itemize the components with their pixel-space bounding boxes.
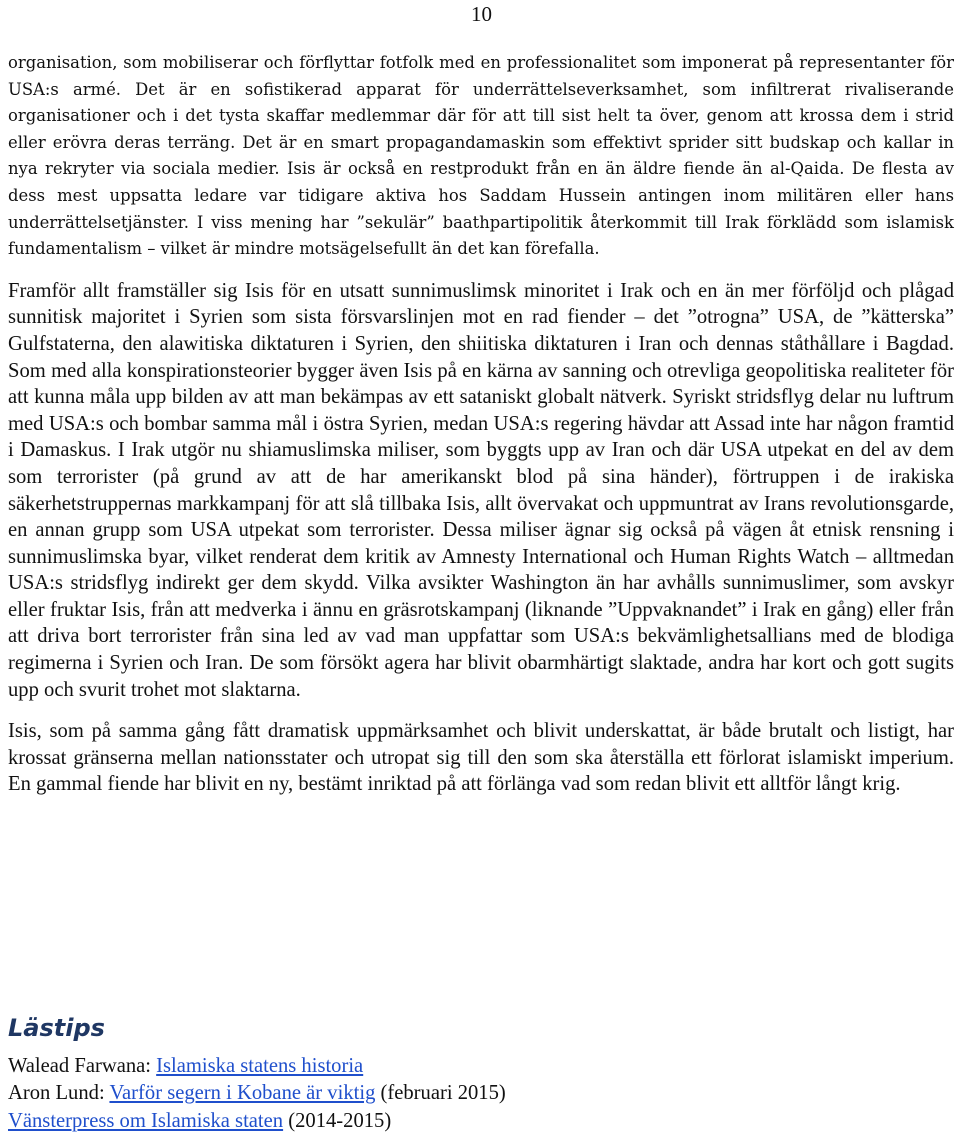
reading-tip-link[interactable]: Islamiska statens historia [156, 1055, 364, 1077]
reading-tip-note: (2014-2015) [283, 1109, 392, 1132]
paragraph-2: Framför allt framställer sig Isis för en utsatt sunnimuslimsk minoritet i Irak och en än mer förföljd och plågad sunnitisk majoritet i Syrien som sista försvarslinjen mot en rad fiender – det ”otrogna” USA, de ”kätterska” Gulfstaterna, den alawitiska diktaturen i Syrien, den shiitiska diktaturen i Iran och dennas ståthållare i Bagdad. Som med alla konspirationsteorier bygger även Isis på en kärna av sanning och otrevliga geopolitiska realiteter för att kunna måla upp bilden av att man bekämpas av ett sataniskt globalt nätverk. Syriskt stridsflyg delar nu luftrum med USA:s och bombar samma mål i östra Syrien, medan USA:s regering hävdar att Assad inte har någon framtid i Damaskus. I Irak utgör nu shiamuslimska miliser, som byggts upp av Iran och där USA utpekat en del av dem som terrorister (på grund av att de har amerikanskt blod på sina händer), förtruppen i de irakiska säkerhetstruppernas markkampanj för att slå tillbaka Isis, allt övervakat och uppmuntrat av Irans revolutionsgarde, en annan grupp som USA utpekat som terrorister. Dessa miliser ägnar sig också på vägen åt etnisk rensning i sunnimuslimska byar, vilket renderat dem kritik av Amnesty International och Human Rights Watch – alltmedan USA:s stridsflyg indirekt ger dem skydd. Vilka avsikter Washington än har avhålls sunnimuslimer, som avskyr eller fruktar Isis, från att medverka i ännu en gräsrotskampanj (liknande ”Uppvaknandet” i Irak en gång) eller från att driva bort terrorister från sina led av vad man uppfattar som USA:s bekvämlighetsallians med de blodiga regimerna i Syrien och Iran. De som försökt agera har blivit obarmhärtigt slaktade, andra har kort och gott sugits upp och svurit trohet mot slaktarna. [8, 279, 954, 701]
reading-tip-item [8, 1080, 506, 1107]
reading-tip-author: Walead Farwana: [8, 1055, 157, 1077]
reading-tip-link[interactable]: Vänsterpress om Islamiska staten [8, 1109, 284, 1132]
paragraph-3: Isis, som på samma gång fått dramatisk uppmärksamhet och blivit underskattat, är både brutalt och listigt, har krossat gränserna mellan nationsstater och utropat sig till den som ska återställa ett förlorat islamiskt imperium. En gammal fiende har blivit en ny, bestämt inriktad på att förlänga vad som redan blivit ett alltför långt krig. [8, 720, 954, 796]
reading-tip-link[interactable]: Varför segern i Kobane är viktig [109, 1082, 376, 1105]
paragraph-1: organisation, som mobiliserar och förflyttar fotfolk med en professionalitet som imponerat på representanter för USA:s armé. Det är en sofistikerad apparat för underrättelseverksamhet, som infiltrerat rivaliserande organisationer och i det tysta skaffar medlemmar där för att till sist helt ta över, genom att krossa dem i strid eller erövra deras terräng. Det är en smart propagandamaskin som effektivt sprider sitt budskap och kallar in nya rekryter via sociala medier. Isis är också en restprodukt från en än äldre fiende än al-Qaida. De flesta av dess mest uppsatta ledare var tidigare aktiva hos Saddam Hussein antingen inom militären eller hans underrättelsetjänster. I viss mening har ”sekulär” baathpartipolitik återkommit till Irak förklädd som islamisk fundamentalism – vilket är mindre motsägelsefullt än det kan förefalla. [8, 53, 954, 259]
page-number: 10 [471, 2, 492, 26]
reading-tip-item [8, 1053, 506, 1080]
article-body [8, 50, 954, 798]
reading-tip-author: Aron Lund: [8, 1082, 110, 1105]
reading-tip-item [8, 1108, 506, 1135]
reading-tip-note: (februari 2015) [375, 1082, 506, 1105]
reading-tips-list [8, 1053, 506, 1135]
reading-tips-heading: Lästips [8, 1014, 105, 1042]
